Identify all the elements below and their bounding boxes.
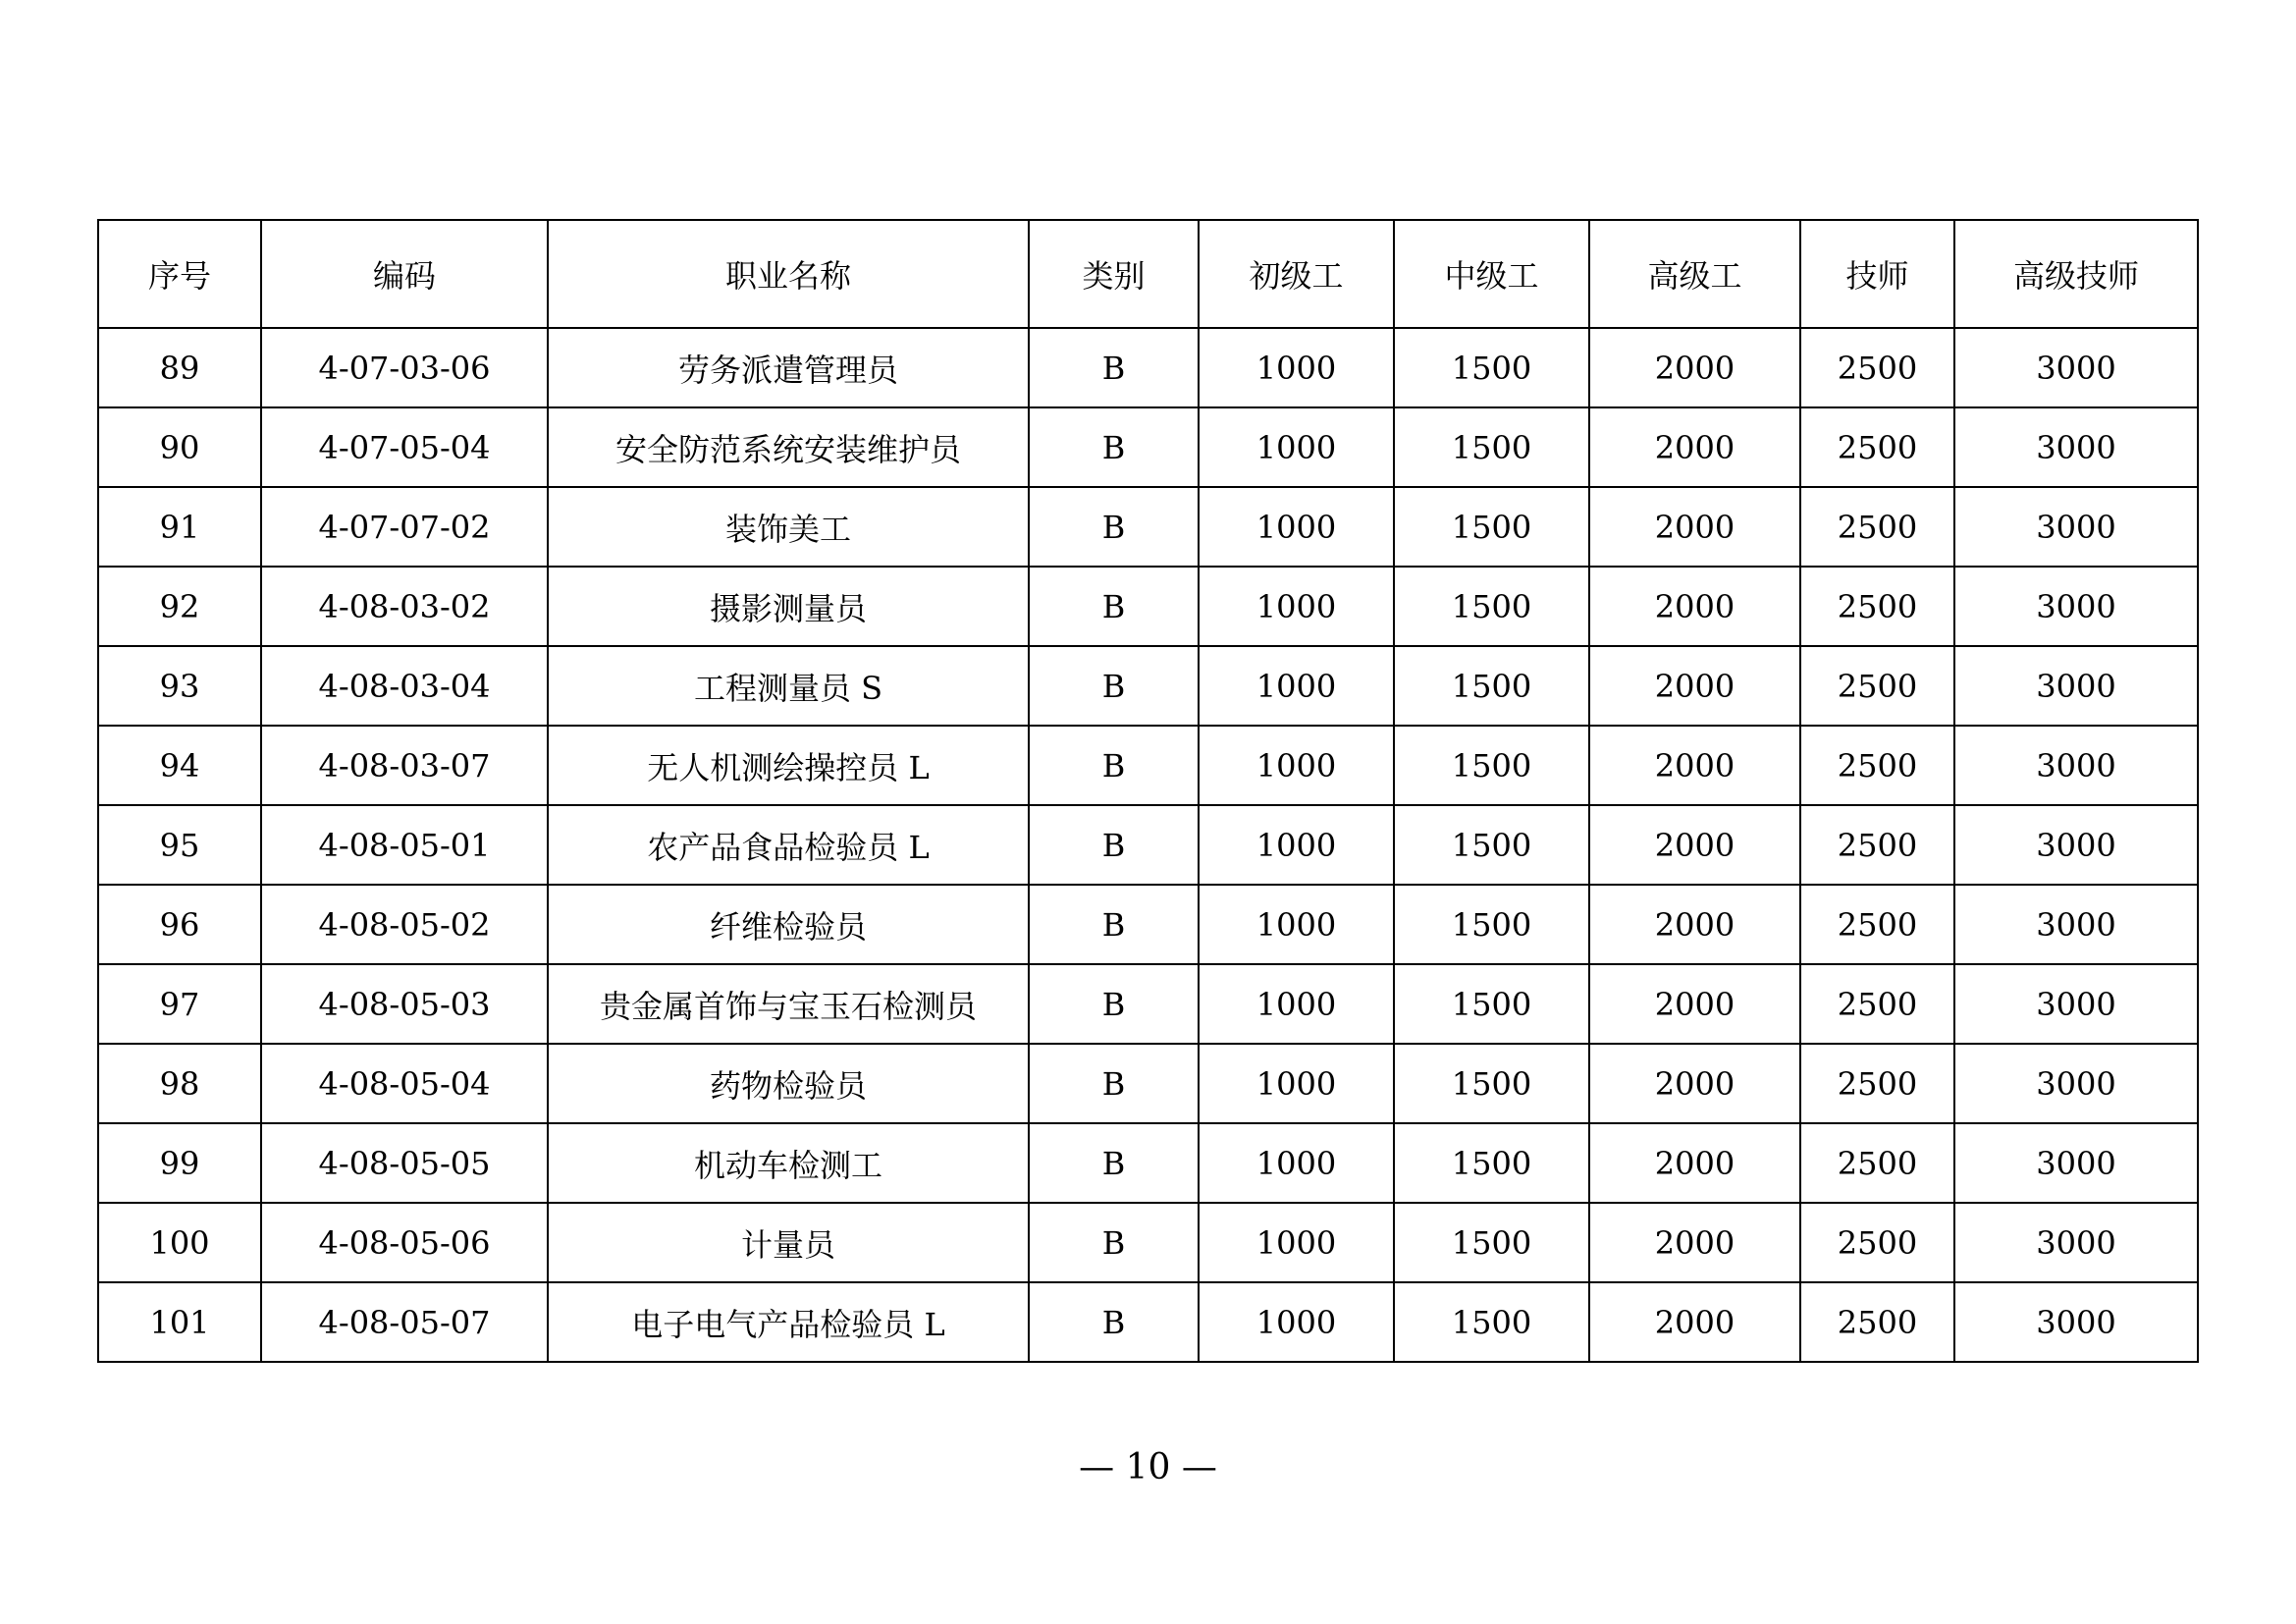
cell-technician: 2500	[1800, 646, 1954, 726]
cell-category: B	[1029, 1203, 1199, 1282]
cell-index: 98	[98, 1044, 261, 1123]
cell-code: 4-07-07-02	[261, 487, 548, 567]
cell-senior-technician: 3000	[1954, 407, 2198, 487]
cell-intermediate: 1500	[1394, 646, 1589, 726]
cell-category: B	[1029, 407, 1199, 487]
cell-category: B	[1029, 1123, 1199, 1203]
cell-occupation-name: 摄影测量员	[548, 567, 1029, 646]
cell-category: B	[1029, 964, 1199, 1044]
cell-index: 101	[98, 1282, 261, 1362]
cell-senior-technician: 3000	[1954, 487, 2198, 567]
header-senior: 高级工	[1589, 220, 1800, 328]
table-row	[98, 964, 2198, 1044]
header-technician: 技师	[1800, 220, 1954, 328]
cell-code: 4-07-03-06	[261, 328, 548, 407]
cell-senior: 2000	[1589, 567, 1800, 646]
cell-junior: 1000	[1199, 487, 1394, 567]
cell-occupation-name: 工程测量员 S	[548, 646, 1029, 726]
cell-junior: 1000	[1199, 328, 1394, 407]
cell-senior-technician: 3000	[1954, 646, 2198, 726]
cell-technician: 2500	[1800, 726, 1954, 805]
cell-intermediate: 1500	[1394, 885, 1589, 964]
cell-code: 4-08-03-07	[261, 726, 548, 805]
cell-senior: 2000	[1589, 328, 1800, 407]
cell-category: B	[1029, 487, 1199, 567]
table-row	[98, 1044, 2198, 1123]
header-category: 类别	[1029, 220, 1199, 328]
cell-category: B	[1029, 1044, 1199, 1123]
cell-junior: 1000	[1199, 407, 1394, 487]
table-row	[98, 487, 2198, 567]
cell-senior: 2000	[1589, 726, 1800, 805]
cell-senior-technician: 3000	[1954, 726, 2198, 805]
cell-technician: 2500	[1800, 885, 1954, 964]
cell-occupation-name: 安全防范系统安装维护员	[548, 407, 1029, 487]
cell-intermediate: 1500	[1394, 726, 1589, 805]
cell-code: 4-08-05-06	[261, 1203, 548, 1282]
cell-occupation-name: 贵金属首饰与宝玉石检测员	[548, 964, 1029, 1044]
cell-junior: 1000	[1199, 646, 1394, 726]
cell-technician: 2500	[1800, 407, 1954, 487]
cell-code: 4-08-05-05	[261, 1123, 548, 1203]
cell-junior: 1000	[1199, 567, 1394, 646]
table-row	[98, 328, 2198, 407]
cell-junior: 1000	[1199, 885, 1394, 964]
cell-technician: 2500	[1800, 328, 1954, 407]
cell-code: 4-08-03-04	[261, 646, 548, 726]
cell-occupation-name: 劳务派遣管理员	[548, 328, 1029, 407]
header-junior: 初级工	[1199, 220, 1394, 328]
cell-technician: 2500	[1800, 487, 1954, 567]
table-row	[98, 885, 2198, 964]
cell-occupation-name: 计量员	[548, 1203, 1029, 1282]
cell-intermediate: 1500	[1394, 328, 1589, 407]
header-senior-technician: 高级技师	[1954, 220, 2198, 328]
cell-code: 4-08-03-02	[261, 567, 548, 646]
cell-technician: 2500	[1800, 1123, 1954, 1203]
table-header-row	[98, 220, 2198, 328]
cell-code: 4-08-05-07	[261, 1282, 548, 1362]
header-occupation-name: 职业名称	[548, 220, 1029, 328]
cell-senior-technician: 3000	[1954, 328, 2198, 407]
cell-senior: 2000	[1589, 1203, 1800, 1282]
table-row	[98, 1123, 2198, 1203]
cell-occupation-name: 药物检验员	[548, 1044, 1029, 1123]
cell-technician: 2500	[1800, 964, 1954, 1044]
table-row	[98, 805, 2198, 885]
cell-index: 90	[98, 407, 261, 487]
cell-senior-technician: 3000	[1954, 1282, 2198, 1362]
cell-technician: 2500	[1800, 1044, 1954, 1123]
cell-intermediate: 1500	[1394, 407, 1589, 487]
table-row	[98, 567, 2198, 646]
cell-senior-technician: 3000	[1954, 567, 2198, 646]
cell-code: 4-08-05-01	[261, 805, 548, 885]
page-number: — 10 —	[1079, 1447, 1217, 1488]
cell-junior: 1000	[1199, 1123, 1394, 1203]
cell-senior: 2000	[1589, 805, 1800, 885]
cell-index: 99	[98, 1123, 261, 1203]
cell-technician: 2500	[1800, 1282, 1954, 1362]
cell-code: 4-08-05-04	[261, 1044, 548, 1123]
cell-junior: 1000	[1199, 1044, 1394, 1123]
table-row	[98, 646, 2198, 726]
cell-intermediate: 1500	[1394, 1044, 1589, 1123]
table-body	[98, 328, 2198, 1362]
table-row	[98, 1282, 2198, 1362]
cell-senior-technician: 3000	[1954, 964, 2198, 1044]
table-row	[98, 407, 2198, 487]
cell-occupation-name: 无人机测绘操控员 L	[548, 726, 1029, 805]
cell-intermediate: 1500	[1394, 1282, 1589, 1362]
cell-code: 4-08-05-03	[261, 964, 548, 1044]
cell-category: B	[1029, 646, 1199, 726]
cell-junior: 1000	[1199, 805, 1394, 885]
cell-technician: 2500	[1800, 805, 1954, 885]
cell-senior-technician: 3000	[1954, 885, 2198, 964]
cell-code: 4-07-05-04	[261, 407, 548, 487]
cell-intermediate: 1500	[1394, 964, 1589, 1044]
cell-senior-technician: 3000	[1954, 805, 2198, 885]
cell-senior: 2000	[1589, 1044, 1800, 1123]
cell-junior: 1000	[1199, 1203, 1394, 1282]
cell-senior: 2000	[1589, 646, 1800, 726]
cell-occupation-name: 机动车检测工	[548, 1123, 1029, 1203]
cell-junior: 1000	[1199, 1282, 1394, 1362]
cell-index: 94	[98, 726, 261, 805]
cell-index: 100	[98, 1203, 261, 1282]
cell-senior: 2000	[1589, 407, 1800, 487]
cell-senior-technician: 3000	[1954, 1044, 2198, 1123]
table-row	[98, 1203, 2198, 1282]
header-code: 编码	[261, 220, 548, 328]
table-row	[98, 726, 2198, 805]
header-index: 序号	[98, 220, 261, 328]
cell-occupation-name: 农产品食品检验员 L	[548, 805, 1029, 885]
cell-category: B	[1029, 328, 1199, 407]
cell-technician: 2500	[1800, 567, 1954, 646]
cell-technician: 2500	[1800, 1203, 1954, 1282]
cell-intermediate: 1500	[1394, 567, 1589, 646]
cell-senior: 2000	[1589, 885, 1800, 964]
cell-intermediate: 1500	[1394, 1123, 1589, 1203]
cell-senior: 2000	[1589, 1123, 1800, 1203]
cell-senior: 2000	[1589, 487, 1800, 567]
cell-index: 96	[98, 885, 261, 964]
cell-index: 89	[98, 328, 261, 407]
cell-index: 93	[98, 646, 261, 726]
cell-category: B	[1029, 885, 1199, 964]
cell-index: 97	[98, 964, 261, 1044]
cell-category: B	[1029, 1282, 1199, 1362]
cell-code: 4-08-05-02	[261, 885, 548, 964]
cell-junior: 1000	[1199, 964, 1394, 1044]
cell-intermediate: 1500	[1394, 487, 1589, 567]
cell-intermediate: 1500	[1394, 1203, 1589, 1282]
cell-occupation-name: 装饰美工	[548, 487, 1029, 567]
cell-senior: 2000	[1589, 1282, 1800, 1362]
cell-occupation-name: 电子电气产品检验员 L	[548, 1282, 1029, 1362]
cell-senior: 2000	[1589, 964, 1800, 1044]
cell-occupation-name: 纤维检验员	[548, 885, 1029, 964]
cell-junior: 1000	[1199, 726, 1394, 805]
cell-index: 92	[98, 567, 261, 646]
cell-senior-technician: 3000	[1954, 1203, 2198, 1282]
cell-index: 95	[98, 805, 261, 885]
cell-senior-technician: 3000	[1954, 1123, 2198, 1203]
occupation-subsidy-table	[97, 219, 2199, 1363]
cell-category: B	[1029, 567, 1199, 646]
cell-intermediate: 1500	[1394, 805, 1589, 885]
cell-index: 91	[98, 487, 261, 567]
cell-category: B	[1029, 726, 1199, 805]
cell-category: B	[1029, 805, 1199, 885]
header-intermediate: 中级工	[1394, 220, 1589, 328]
